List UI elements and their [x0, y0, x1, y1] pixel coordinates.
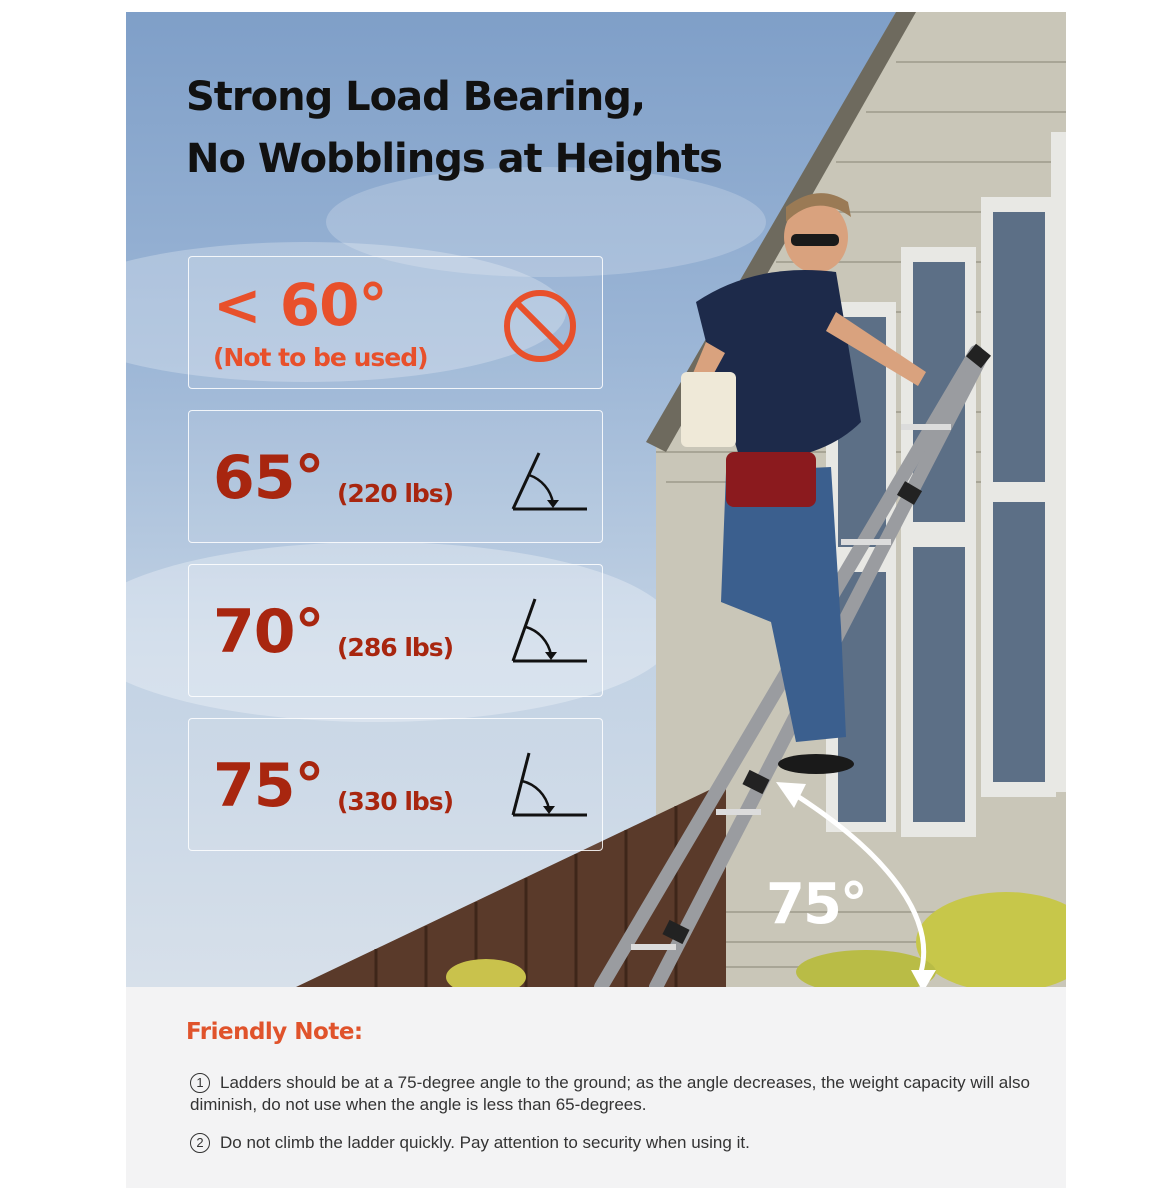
angle-card-70 [188, 564, 603, 697]
headline-line-1: Strong Load Bearing, [186, 74, 646, 120]
capacity-value: (330 lbs) [337, 787, 454, 816]
headline-line-2: No Wobblings at Heights [186, 136, 722, 182]
photo-angle-label: 75° [766, 872, 866, 937]
angle-card-65 [188, 410, 603, 543]
product-infographic [126, 12, 1066, 1188]
friendly-note-item-2 [190, 1132, 1030, 1154]
number-badge: 2 [190, 1133, 210, 1153]
angle-value: 65° [213, 443, 324, 513]
friendly-note-text: Ladders should be at a 75-degree angle to the ground; as the angle decreases, the weight capacity will also diminish, do not use when the angle is less than 65-degrees. [190, 1073, 1030, 1114]
friendly-note-text: Do not climb the ladder quickly. Pay attention to security when using it. [220, 1133, 750, 1152]
angle-value: < 60° [213, 271, 387, 339]
capacity-value: (Not to be used) [213, 343, 428, 372]
angle-value: 70° [213, 597, 324, 667]
prohibited-icon [501, 287, 579, 365]
capacity-value: (220 lbs) [337, 479, 454, 508]
angle-value: 75° [213, 751, 324, 821]
number-badge: 1 [190, 1073, 210, 1093]
capacity-value: (286 lbs) [337, 633, 454, 662]
friendly-note-item-1 [190, 1072, 1030, 1116]
angle-icon [509, 445, 589, 515]
angle-icon [509, 593, 589, 667]
friendly-note-title: Friendly Note: [186, 1019, 363, 1045]
ladder-photo [126, 12, 1066, 987]
headline [186, 66, 722, 190]
angle-card-75 [188, 718, 603, 851]
angle-icon [509, 747, 589, 821]
angle-card-under-60 [188, 256, 603, 389]
